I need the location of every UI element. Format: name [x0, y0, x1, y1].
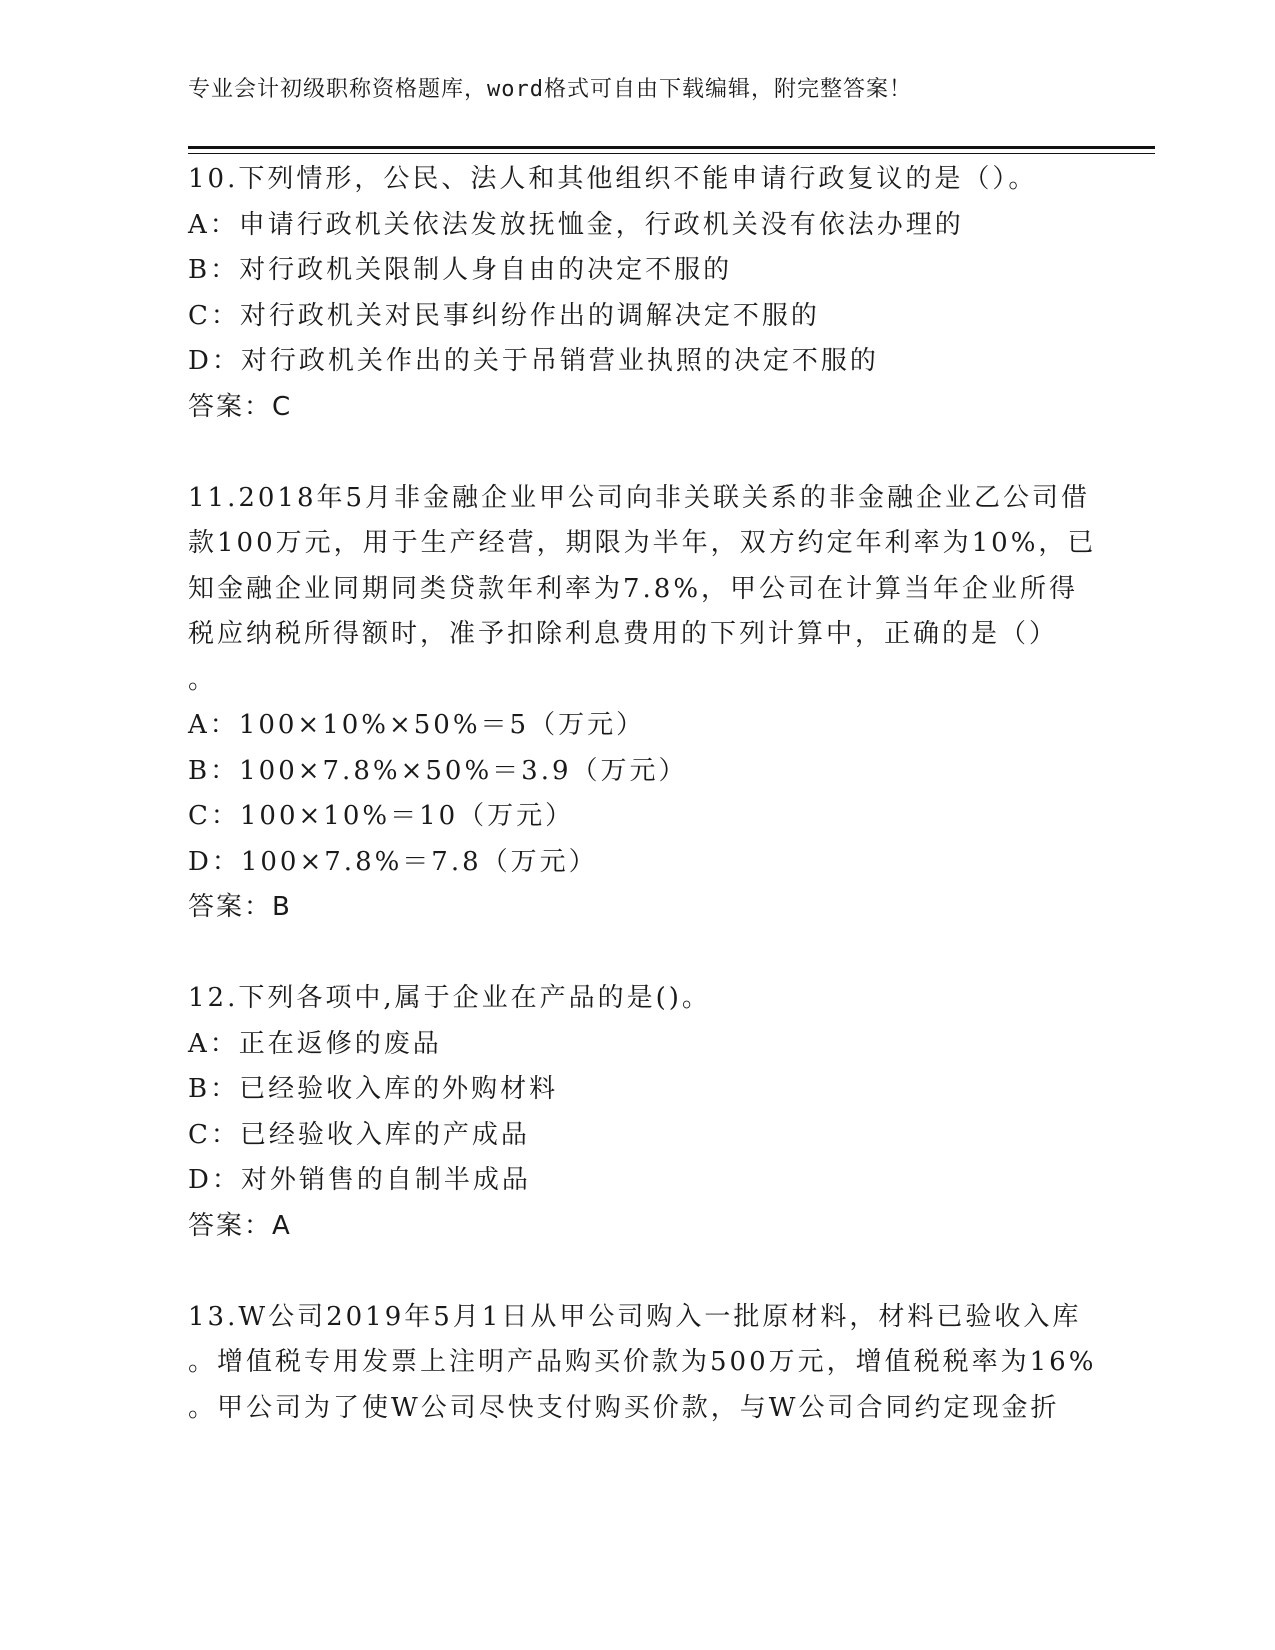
option-a: A：100×10%×50%＝5（万元） [188, 710, 646, 740]
option-b: B：对行政机关限制人身自由的决定不服的 [188, 255, 733, 285]
question-13 [188, 1295, 1097, 1432]
question-12 [188, 976, 1088, 1249]
spacer [188, 1249, 1088, 1295]
question-stem: 12.下列各项中,属于企业在产品的是()。 [188, 983, 711, 1013]
option-b: B：100×7.8%×50%＝3.9（万元） [188, 755, 688, 786]
question-list [188, 157, 1097, 1431]
question-stem: 11.2018年5月非金融企业甲公司向非关联关系的非金融企业乙公司借 [188, 482, 1091, 513]
question-stem: 。 [188, 664, 218, 695]
option-d: D：对行政机关作出的关于吊销营业执照的决定不服的 [188, 346, 879, 376]
header-rule-thin [188, 153, 1155, 154]
question-stem: 税应纳税所得额时，准予扣除利息费用的下列计算中，正确的是（） [188, 619, 1059, 649]
option-d: D：对外销售的自制半成品 [188, 1165, 531, 1195]
page-header: 专业会计初级职称资格题库，word格式可自由下载编辑，附完整答案！ [188, 77, 912, 102]
question-stem: 10.下列情形，公民、法人和其他组织不能申请行政复议的是（）。 [188, 164, 1038, 194]
option-c: C：已经验收入库的产成品 [188, 1119, 530, 1150]
spacer [188, 430, 1088, 476]
option-c: C：对行政机关对民事纠纷作出的调解决定不服的 [188, 300, 820, 331]
question-stem: 款100万元，用于生产经营，期限为半年，双方约定年利率为10%，已 [188, 528, 1097, 558]
option-a: A：申请行政机关依法发放抚恤金，行政机关没有依法办理的 [188, 209, 964, 240]
question-10 [188, 157, 1088, 430]
answer: 答案：A [188, 1210, 292, 1241]
spacer [188, 931, 1088, 977]
question-stem: 。增值税专用发票上注明产品购买价款为500万元，增值税税率为16% [188, 1347, 1097, 1377]
question-stem: 13.W公司2019年5月1日从甲公司购入一批原材料，材料已验收入库 [188, 1301, 1082, 1332]
option-a: A：正在返修的废品 [188, 1028, 442, 1059]
option-c: C：100×10%＝10（万元） [188, 801, 575, 831]
option-d: D：100×7.8%＝7.8（万元） [188, 846, 598, 877]
answer: 答案：C [188, 391, 293, 422]
question-stem: 。甲公司为了使W公司尽快支付购买价款，与W公司合同约定现金折 [188, 1392, 1060, 1423]
option-b: B：已经验收入库的外购材料 [188, 1074, 559, 1104]
header-rule-thick [188, 146, 1155, 149]
answer: 答案：B [188, 892, 292, 922]
question-11 [188, 476, 1097, 931]
question-stem: 知金融企业同期同类贷款年利率为7.8%，甲公司在计算当年企业所得 [188, 573, 1079, 604]
